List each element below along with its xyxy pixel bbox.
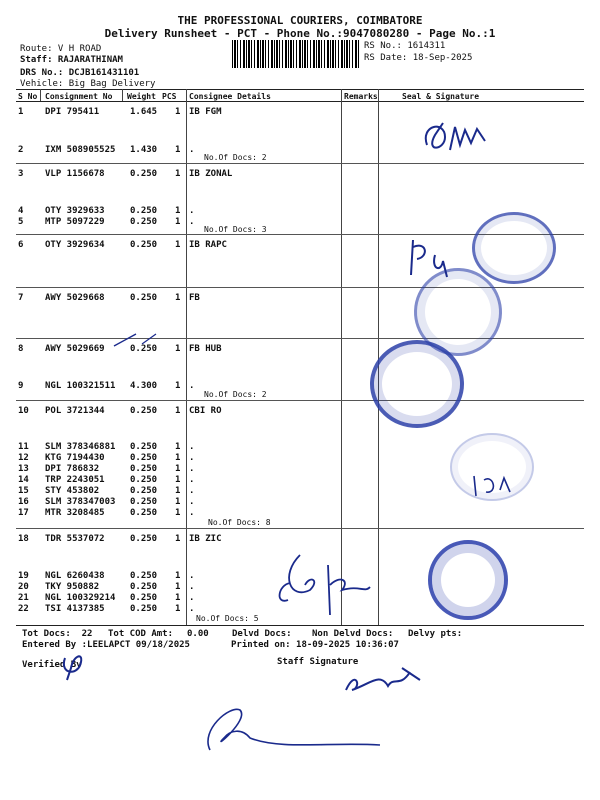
group-divider (16, 163, 584, 164)
total-cod-label: Tot COD Amt: (108, 629, 174, 639)
row-consignee: . (189, 442, 195, 452)
row-pcs: 1 (175, 464, 181, 474)
route-label: Route: V H ROAD (20, 44, 102, 54)
docs-count: No.Of Docs: 2 (204, 153, 267, 162)
row-weight: 0.250 (130, 508, 158, 518)
row-sno: 8 (18, 344, 24, 354)
group-divider (16, 528, 584, 529)
docs-count: No.Of Docs: 3 (204, 225, 267, 234)
col-header-remarks: Remarks (344, 92, 378, 101)
signature-scribble (415, 115, 505, 160)
row-pcs: 1 (175, 604, 181, 614)
table-top-rule (16, 89, 584, 90)
row-sno: 6 (18, 240, 24, 250)
row-consignee: . (189, 593, 195, 603)
row-pcs: 1 (175, 508, 181, 518)
row-pcs: 1 (175, 344, 181, 354)
row-sno: 10 (18, 406, 29, 416)
row-consignment: NGL 100329214 (45, 593, 116, 603)
row-consignment: SLM 378346881 (45, 442, 116, 452)
signature-scribble (55, 650, 95, 685)
vehicle-label: Vehicle: Big Bag Delivery (20, 79, 156, 89)
row-pcs: 1 (175, 593, 181, 603)
row-consignment: DPI 786832 (45, 464, 100, 474)
row-weight: 0.250 (130, 475, 158, 485)
row-consignment: MTP 5097229 (45, 217, 105, 227)
bank-stamp (370, 340, 464, 428)
row-pcs: 1 (175, 206, 181, 216)
row-consignee: . (189, 475, 195, 485)
row-consignee: IB ZIC (189, 534, 222, 544)
col-divider (40, 89, 41, 101)
signature-scribble (470, 470, 520, 500)
row-consignment: KTG 7194430 (45, 453, 105, 463)
row-consignee: . (189, 145, 195, 155)
row-weight: 0.250 (130, 582, 158, 592)
row-consignee: . (189, 604, 195, 614)
row-pcs: 1 (175, 406, 181, 416)
row-consignment: NGL 100321511 (45, 381, 116, 391)
rs-number: RS No.: 1614311 (364, 41, 446, 51)
rs-date: RS Date: 18-Sep-2025 (364, 53, 473, 63)
row-consignee: . (189, 486, 195, 496)
row-sno: 4 (18, 206, 24, 216)
bank-stamp (472, 212, 556, 284)
row-consignee: IB FGM (189, 107, 222, 117)
barcode-image (232, 40, 360, 68)
row-sno: 15 (18, 486, 29, 496)
row-weight: 0.250 (130, 206, 158, 216)
row-consignment: OTY 3929633 (45, 206, 105, 216)
signature-scribble (190, 690, 390, 760)
row-pcs: 1 (175, 497, 181, 507)
row-consignee: IB ZONAL (189, 169, 233, 179)
row-pcs: 1 (175, 217, 181, 227)
row-pcs: 1 (175, 582, 181, 592)
delivery-points: Delvy pts: (408, 629, 463, 639)
row-weight: 0.250 (130, 406, 158, 416)
row-weight: 0.250 (130, 604, 158, 614)
row-consignee: . (189, 464, 195, 474)
row-consignment: VLP 1156678 (45, 169, 105, 179)
row-consignment: DPI 795411 (45, 107, 100, 117)
row-sno: 2 (18, 145, 24, 155)
delivered-docs: Delvd Docs: (232, 629, 292, 639)
row-consignment: SLM 378347003 (45, 497, 116, 507)
row-weight: 0.250 (130, 486, 158, 496)
row-sno: 21 (18, 593, 29, 603)
row-weight: 0.250 (130, 442, 158, 452)
row-weight: 0.250 (130, 571, 158, 581)
row-consignee: IB RAPC (189, 240, 227, 250)
row-consignee: FB HUB (189, 344, 222, 354)
tick-mark (140, 330, 160, 350)
col-header-seal: Seal & Signature (402, 92, 480, 101)
row-sno: 22 (18, 604, 29, 614)
row-consignee: . (189, 582, 195, 592)
printed-on: Printed on: 18-09-2025 10:36:07 (231, 640, 399, 650)
non-delivered-docs: Non Delvd Docs: (312, 629, 394, 639)
col-header-weight: Weight (127, 92, 156, 101)
row-pcs: 1 (175, 293, 181, 303)
row-sno: 5 (18, 217, 24, 227)
row-sno: 18 (18, 534, 29, 544)
row-consignment: STY 453802 (45, 486, 100, 496)
company-title: THE PROFESSIONAL COURIERS, COIMBATORE (177, 14, 423, 27)
row-sno: 13 (18, 464, 29, 474)
verified-by-label: Verified By (22, 660, 82, 670)
row-sno: 17 (18, 508, 29, 518)
row-consignment: TRP 2243051 (45, 475, 105, 485)
col-header-sno: S No (18, 92, 38, 101)
row-pcs: 1 (175, 107, 181, 117)
row-consignee: . (189, 508, 195, 518)
col-divider (122, 89, 123, 101)
row-pcs: 1 (175, 453, 181, 463)
row-sno: 7 (18, 293, 24, 303)
row-sno: 12 (18, 453, 29, 463)
row-weight: 0.250 (130, 534, 158, 544)
row-consignee: FB (189, 293, 200, 303)
total-docs: Tot Docs: 22 (22, 629, 93, 639)
row-weight: 0.250 (130, 464, 158, 474)
tick-mark (110, 330, 140, 350)
staff-label: Staff: RAJARATHINAM (20, 55, 123, 65)
row-weight: 4.300 (130, 381, 158, 391)
col-divider (186, 89, 187, 626)
row-sno: 16 (18, 497, 29, 507)
row-pcs: 1 (175, 571, 181, 581)
row-weight: 0.250 (130, 344, 158, 354)
row-consignment: TKY 950882 (45, 582, 100, 592)
group-divider (16, 287, 584, 288)
col-header-pcs: PCS (162, 92, 177, 101)
drs-number: DRS No.: DCJB161431101 (20, 68, 140, 78)
row-pcs: 1 (175, 442, 181, 452)
row-consignment: POL 3721344 (45, 406, 105, 416)
bank-stamp (428, 540, 508, 620)
row-pcs: 1 (175, 486, 181, 496)
row-consignment: TDR 5537072 (45, 534, 105, 544)
row-pcs: 1 (175, 240, 181, 250)
signature-scribble (270, 545, 380, 620)
row-weight: 0.250 (130, 240, 158, 250)
group-divider (16, 400, 584, 401)
row-consignment: AWY 5029669 (45, 344, 105, 354)
row-weight: 1.645 (130, 107, 158, 117)
staff-signature-label: Staff Signature (277, 657, 359, 667)
row-consignee: . (189, 206, 195, 216)
row-consignment: AWY 5029668 (45, 293, 105, 303)
group-divider (16, 338, 584, 339)
signature-scribble (405, 235, 465, 285)
row-pcs: 1 (175, 381, 181, 391)
row-pcs: 1 (175, 534, 181, 544)
row-pcs: 1 (175, 169, 181, 179)
col-header-consignment: Consignment No (45, 92, 113, 101)
row-consignment: NGL 6260438 (45, 571, 105, 581)
total-cod-value: 0.00 (187, 629, 209, 639)
col-header-consignee: Consignee Details (189, 92, 271, 101)
row-sno: 1 (18, 107, 24, 117)
row-consignment: OTY 3929634 (45, 240, 105, 250)
docs-count: No.Of Docs: 8 (208, 518, 271, 527)
row-sno: 14 (18, 475, 29, 485)
row-weight: 0.250 (130, 217, 158, 227)
row-consignee: . (189, 571, 195, 581)
row-weight: 0.250 (130, 497, 158, 507)
runsheet-subtitle: Delivery Runsheet - PCT - Phone No.:9047080280 - Page No.:1 (104, 27, 496, 40)
row-weight: 0.250 (130, 293, 158, 303)
row-consignment: TSI 4137385 (45, 604, 105, 614)
row-weight: 1.430 (130, 145, 158, 155)
row-sno: 19 (18, 571, 29, 581)
row-sno: 20 (18, 582, 29, 592)
row-consignee: . (189, 497, 195, 507)
row-weight: 0.250 (130, 453, 158, 463)
row-pcs: 1 (175, 145, 181, 155)
row-weight: 0.250 (130, 593, 158, 603)
row-consignee: CBI RO (189, 406, 222, 416)
row-sno: 3 (18, 169, 24, 179)
entered-by: Entered By :LEELAPCT 09/18/2025 (22, 640, 190, 650)
row-consignment: MTR 3208485 (45, 508, 105, 518)
table-bottom-rule (16, 625, 584, 626)
row-sno: 9 (18, 381, 24, 391)
docs-count: No.Of Docs: 5 (196, 614, 259, 623)
row-consignee: . (189, 453, 195, 463)
row-consignment: IXM 508905525 (45, 145, 116, 155)
row-sno: 11 (18, 442, 29, 452)
row-consignee: . (189, 217, 195, 227)
docs-count: No.Of Docs: 2 (204, 390, 267, 399)
row-weight: 0.250 (130, 169, 158, 179)
row-consignee: . (189, 381, 195, 391)
row-pcs: 1 (175, 475, 181, 485)
